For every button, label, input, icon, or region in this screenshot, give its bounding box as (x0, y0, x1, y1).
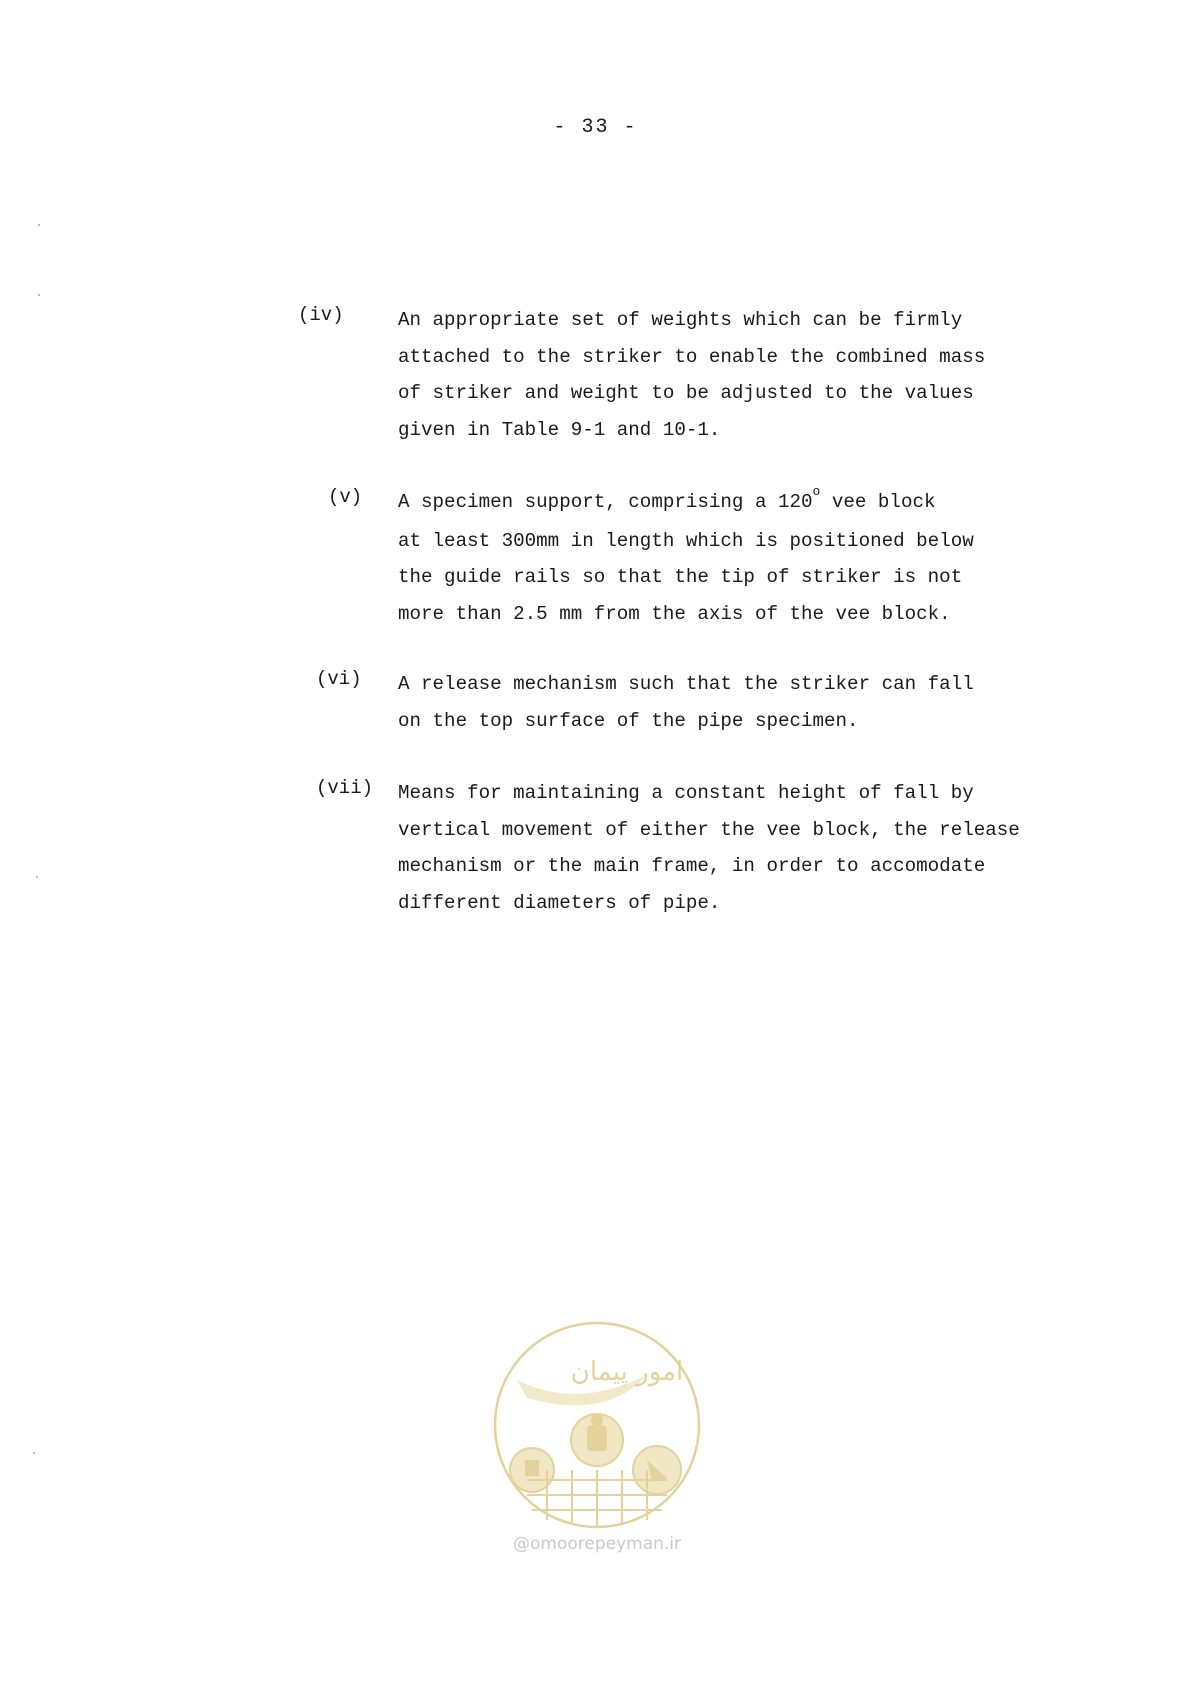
item-label: (vi) (316, 668, 362, 690)
item-text (398, 302, 1098, 448)
item-line: Means for maintaining a constant height of fall by (398, 782, 974, 804)
item-text (398, 484, 1098, 632)
item-label: (vii) (316, 777, 374, 799)
watermark (487, 1320, 707, 1560)
item-line: vertical movement of either the vee block, the release (398, 818, 1020, 841)
item-line: at least 300mm in length which is positioned below (398, 529, 974, 552)
item-line-suffix: vee block (820, 491, 936, 513)
item-line: more than 2.5 mm from the axis of the vee block. (398, 602, 951, 625)
watermark-logo-text: امور پیمان (570, 1357, 684, 1387)
item-line: An appropriate set of weights which can be firmly (398, 309, 963, 331)
item-line: mechanism or the main frame, in order to accomodate (398, 855, 986, 877)
item-line: on the top surface of the pipe specimen. (398, 709, 859, 732)
scan-speck (33, 1452, 35, 1454)
item-line: A release mechanism such that the striker can fall (398, 673, 974, 695)
item-label: (iv) (298, 304, 344, 326)
item-text (398, 666, 1098, 739)
item-label: (v) (328, 486, 363, 508)
item-line: the guide rails so that the tip of striker is not (398, 566, 963, 588)
item-text (398, 775, 1098, 921)
item-line: different diameters of pipe. (398, 891, 721, 914)
item-line: A specimen support, comprising a 120 (398, 491, 813, 513)
scan-speck (36, 876, 38, 878)
page-number: - 33 - (553, 116, 638, 139)
scan-speck (38, 224, 40, 226)
watermark-url: @omoorepeyman.ir (512, 1534, 682, 1554)
watermark-logo-icon (487, 1320, 707, 1530)
item-line: given in Table 9-1 and 10-1. (398, 418, 721, 441)
scan-speck (38, 294, 40, 296)
item-line: attached to the striker to enable the combined mass (398, 345, 986, 368)
degree-superscript: o (812, 484, 821, 499)
item-line: of striker and weight to be adjusted to the values (398, 382, 974, 404)
